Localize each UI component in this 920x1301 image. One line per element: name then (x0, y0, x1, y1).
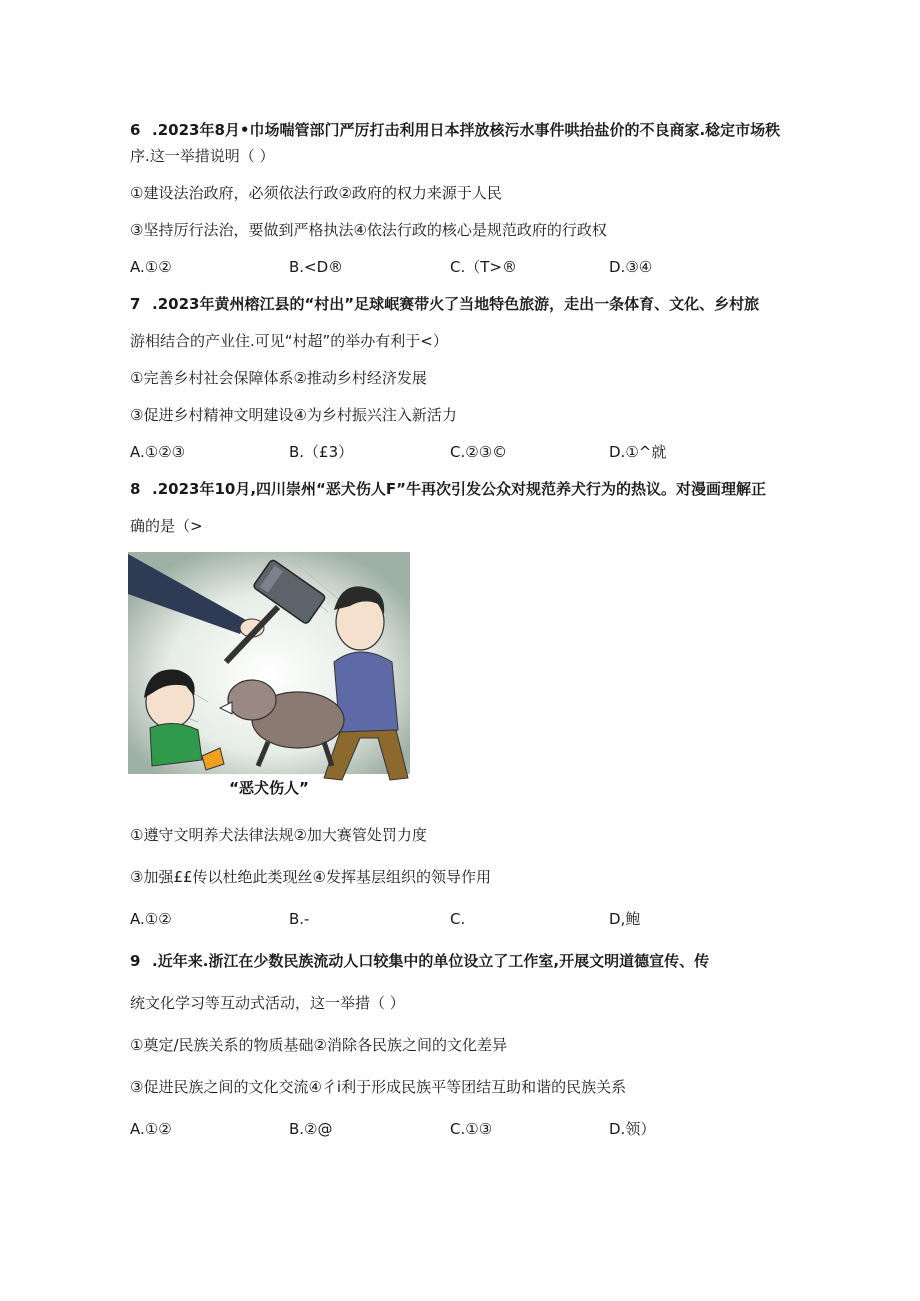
q7-number: 7 (130, 295, 141, 313)
q7-option-c[interactable]: C.②③© (450, 443, 508, 461)
q7-stem-line-2: 游相结合的产业住.可见“村超”的举办有利于<） (130, 332, 448, 350)
q6-stem-line-1: 6 .2023年8月•巾场喘管部门严厉打击利用日本拌放核污水事件哄抬盐价的不良商家.稔定市场秩 (130, 121, 781, 139)
q6-options (130, 257, 770, 277)
q9-options (130, 1119, 770, 1139)
q9-stem-line-2: 统文化学习等互动式活动，这一举措（ ） (130, 994, 405, 1012)
q8-statement-1: ①遵守文明养犬法律法规②加大赛管处罚力度 (130, 826, 427, 844)
q6-number: 6 (130, 121, 141, 139)
q8-stem-line-2: 确的是（> (130, 517, 203, 535)
q8-statement-2: ③加强££传以杜绝此类现丝④发挥基层组织的领导作用 (130, 868, 491, 886)
q6-statement-1: ①建设法治政府，必须依法行政②政府的权力来源于人民 (130, 184, 502, 202)
cartoon-image (128, 552, 410, 800)
q8-number: 8 (130, 480, 141, 498)
q8-option-d[interactable]: D,鲍 (609, 910, 641, 928)
q8-option-a[interactable]: A.①② (130, 910, 172, 928)
q9-option-c[interactable]: C.①③ (450, 1120, 493, 1138)
q7-statement-1: ①完善乡村社会保障体系②推动乡村经济发展 (130, 369, 427, 387)
q8-option-b[interactable]: B.- (289, 910, 310, 928)
q9-stem-line-1: 9 .近年来.浙江在少数民族流动人口较集中的单位设立了工作室,开展文明道德宣传、传 (130, 952, 710, 970)
q7-option-a[interactable]: A.①②③ (130, 443, 186, 461)
q6-option-d[interactable]: D.③④ (609, 258, 653, 276)
q7-options (130, 442, 770, 462)
q7-option-d[interactable]: D.①^就 (609, 443, 667, 461)
q6-option-a[interactable]: A.①② (130, 258, 172, 276)
cartoon-caption: “恶犬伤人” (229, 779, 309, 797)
q7-stem-line-1: 7 .2023年黄州榕江县的“村出”足球岷赛带火了当地特色旅游，走出一条体育、文化、乡村旅 (130, 295, 760, 313)
q8-options (130, 909, 770, 929)
q6-option-c[interactable]: C.（T>® (450, 258, 517, 276)
q8-option-c[interactable]: C. (450, 910, 466, 928)
q9-option-d[interactable]: D.领） (609, 1120, 656, 1138)
q6-statement-2: ③坚持厉行法治，要做到严格执法④依法行政的核心是规范政府的行政权 (130, 221, 607, 239)
q7-option-b[interactable]: B.（£3） (289, 443, 354, 461)
q9-statement-2: ③促进民族之间的文化交流④彳i利于形成民族平等团结互助和谐的民族关系 (130, 1078, 627, 1096)
q9-statement-1: ①奠定/民族关系的物质基础②消除各民族之间的文化差异 (130, 1036, 507, 1054)
q7-statement-2: ③促进乡村精神文明建设④为乡村振兴注入新活力 (130, 406, 457, 424)
q6-option-b[interactable]: B.<D® (289, 258, 344, 276)
q6-stem-line-2: 序.这一举措说明（ ） (130, 147, 275, 165)
q9-option-a[interactable]: A.①② (130, 1120, 172, 1138)
q9-number: 9 (130, 952, 141, 970)
q8-stem-line-1: 8 .2023年10月,四川崇州“恶犬伤人F”牛再次引发公众对规范养犬行为的热议。对漫画理解正 (130, 480, 766, 498)
q9-option-b[interactable]: B.②@ (289, 1120, 333, 1138)
